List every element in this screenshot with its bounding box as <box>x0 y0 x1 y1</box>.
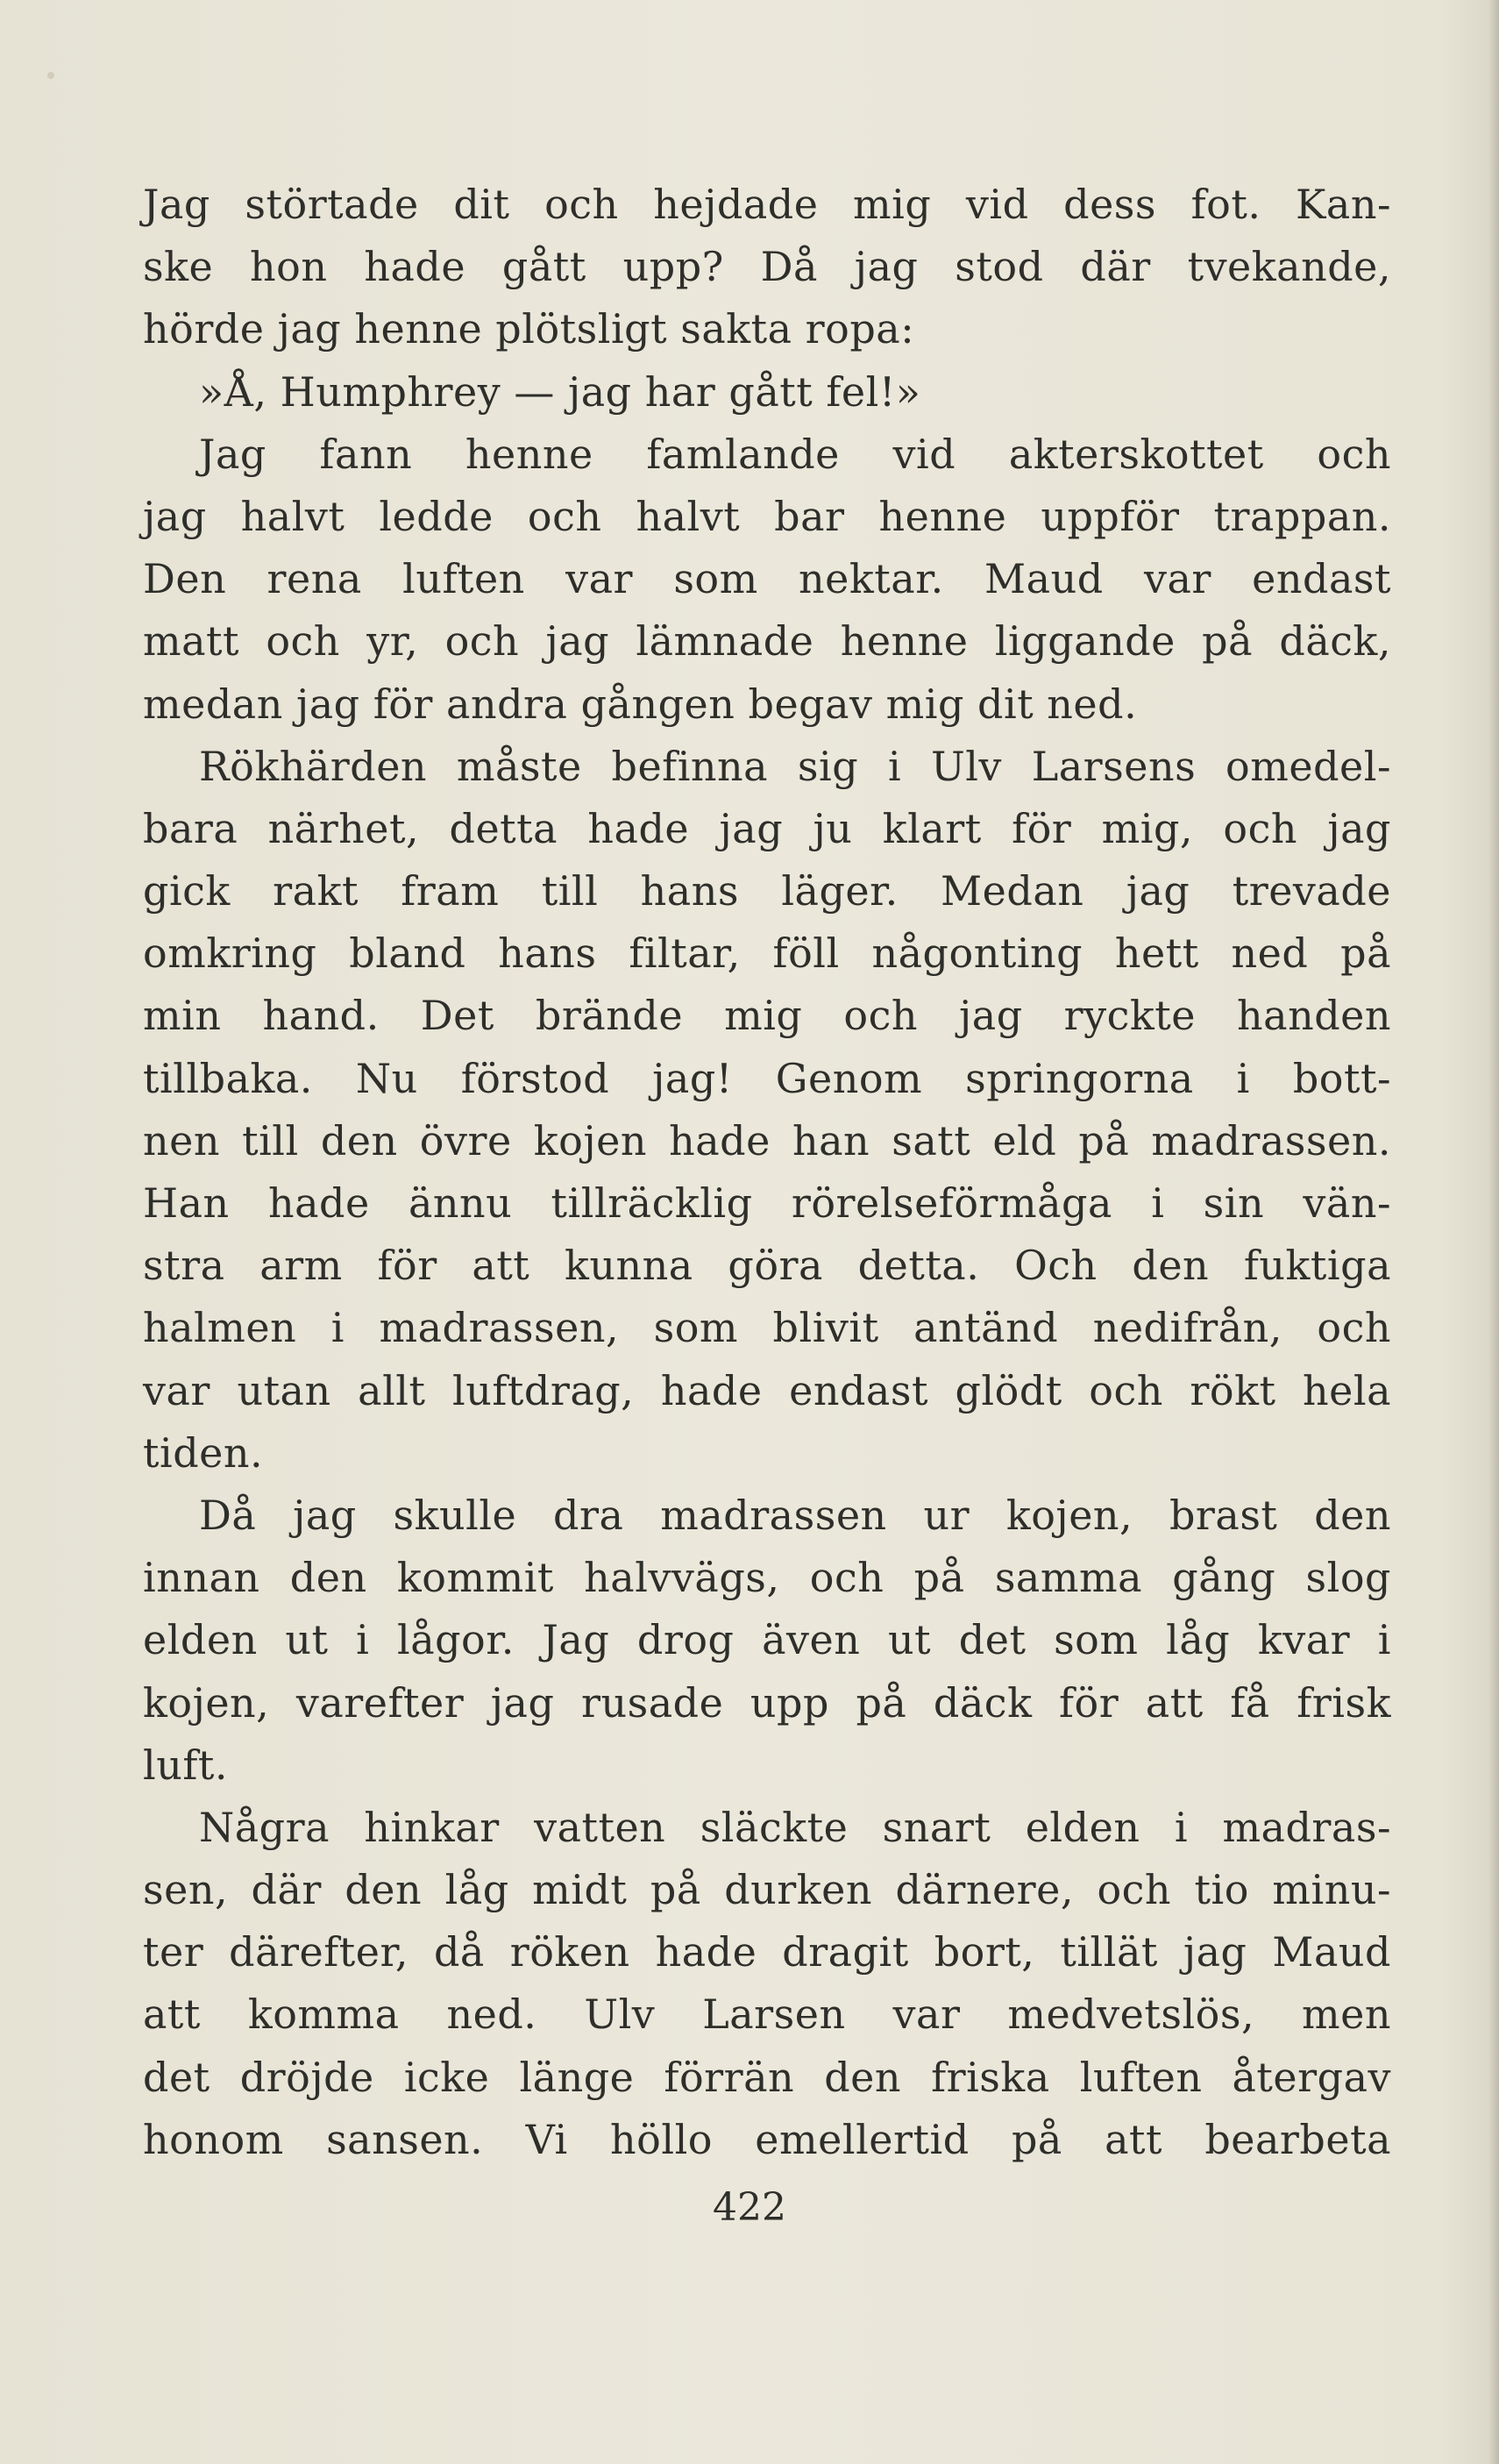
text-line: sen, där den låg midt på durken därnere, och tio minu- <box>143 1866 1391 1914</box>
paper-blemish <box>47 72 54 79</box>
text-line: innan den kommit halvvägs, och på samma gång slog <box>143 1554 1391 1602</box>
text-line: bara närhet, detta hade jag ju klart för mig, och jag <box>143 804 1391 852</box>
text-line: ske hon hade gått upp? Då jag stod där tvekande, <box>143 243 1391 291</box>
text-line: Den rena luften var som nektar. Maud var endast <box>143 555 1391 603</box>
text-line: Han hade ännu tillräcklig rörelseförmåga i sin vän- <box>143 1179 1391 1227</box>
text-line: ter därefter, då röken hade dragit bort, tillät jag Maud <box>143 1928 1391 1976</box>
page-edge-shadow <box>1488 0 1499 2464</box>
text-line: Rökhärden måste befinna sig i Ulv Larsens omedel- <box>199 742 1391 790</box>
text-line: medan jag för andra gången begav mig dit ned. <box>143 680 1138 728</box>
text-line: nen till den övre kojen hade han satt eld på madrassen. <box>143 1116 1391 1164</box>
text-line: honom sansen. Vi höllo emellertid på att bearbeta <box>143 2115 1391 2163</box>
page-number: 422 <box>713 2185 786 2230</box>
text-line: Jag störtade dit och hejdade mig vid dess fot. Kan- <box>143 181 1391 228</box>
body-text <box>143 174 1391 2171</box>
text-line: Då jag skulle dra madrassen ur kojen, brast den <box>199 1491 1391 1539</box>
text-line: halmen i madrassen, som blivit antänd nedifrån, och <box>143 1304 1391 1352</box>
text-line: tillbaka. Nu förstod jag! Genom springorna i bott- <box>143 1054 1391 1102</box>
text-line: det dröjde icke länge förrän den friska luften återgav <box>143 2053 1391 2101</box>
text-line: att komma ned. Ulv Larsen var medvetslös, men <box>143 1990 1391 2039</box>
text-line: matt och yr, och jag lämnade henne liggande på däck, <box>143 617 1391 666</box>
text-line: »Å, Humphrey — jag har gått fel!» <box>199 367 921 416</box>
text-line: Jag fann henne famlande vid akterskottet och <box>199 430 1391 478</box>
text-line: omkring bland hans filtar, föll någonting hett ned på <box>143 929 1391 978</box>
text-line: Några hinkar vatten släckte snart elden i madras- <box>199 1803 1391 1851</box>
text-line: min hand. Det brände mig och jag ryckte handen <box>143 992 1391 1040</box>
text-line: hörde jag henne plötsligt sakta ropa: <box>143 305 915 353</box>
text-line: var utan allt luftdrag, hade endast glödt och rökt hela <box>143 1366 1391 1414</box>
text-line: kojen, varefter jag rusade upp på däck för att få frisk <box>143 1678 1391 1727</box>
text-line: tiden. <box>143 1428 264 1477</box>
text-line: luft. <box>143 1741 228 1789</box>
text-line: jag halvt ledde och halvt bar henne uppför trappan. <box>143 492 1391 540</box>
text-line: elden ut i lågor. Jag drog även ut det som låg kvar i <box>143 1616 1391 1664</box>
text-line: stra arm för att kunna göra detta. Och den fuktiga <box>143 1242 1391 1290</box>
text-line: gick rakt fram till hans läger. Medan jag trevade <box>143 867 1391 915</box>
